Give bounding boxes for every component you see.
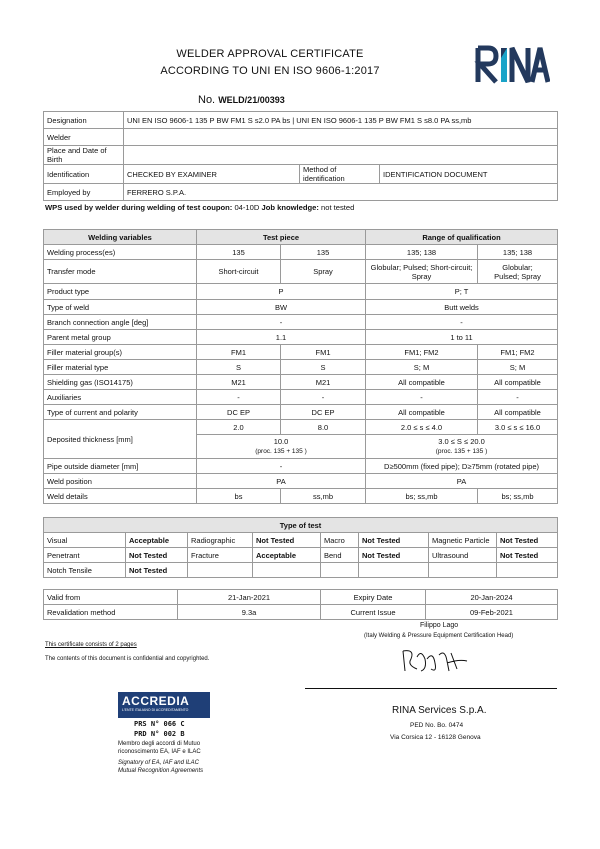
test-value: - xyxy=(281,390,366,405)
place-date-value xyxy=(124,146,558,165)
header-range: Range of qualification xyxy=(366,230,558,245)
designation-value: UNI EN ISO 9606-1 135 P BW FM1 S s2.0 PA bs | UNI EN ISO 9606-1 135 P BW FM1 S s8.0 PA ss,mb xyxy=(124,112,558,129)
range-value: PA xyxy=(366,474,558,489)
signer-name: Filippo Lago xyxy=(420,622,459,629)
test-name: Bend xyxy=(321,548,359,563)
range-value: - xyxy=(366,390,478,405)
expiry-value: 20-Jan-2024 xyxy=(426,590,558,605)
test-value: PA xyxy=(197,474,366,489)
range-value: 135; 138 xyxy=(478,245,558,260)
place-date-label: Place and Date of Birth xyxy=(44,146,124,165)
signatory-line1: Signatory of EA, IAF and ILAC xyxy=(118,760,199,766)
revalidation-label: Revalidation method xyxy=(44,605,178,620)
range-value: FM1; FM2 xyxy=(366,345,478,360)
test-value: - xyxy=(197,459,366,474)
test-value: M21 xyxy=(281,375,366,390)
range-value: S; M xyxy=(366,360,478,375)
test-name: Penetrant xyxy=(44,548,126,563)
range-value: S; M xyxy=(478,360,558,375)
certificate-subtitle: ACCORDING TO UNI EN ISO 9606-1:2017 xyxy=(160,65,380,77)
var-label: Type of weld xyxy=(44,300,197,315)
prs-number: PRS N° 066 C xyxy=(134,720,185,728)
test-name: Macro xyxy=(321,533,359,548)
var-label: Auxiliaries xyxy=(44,390,197,405)
test-value: S xyxy=(281,360,366,375)
test-value: 8.0 xyxy=(281,420,366,435)
test-value: 1.1 xyxy=(197,330,366,345)
type-of-test-table xyxy=(43,517,558,578)
range-value: 1 to 11 xyxy=(366,330,558,345)
range-value: All compatible xyxy=(478,375,558,390)
certificate-title: WELDER APPROVAL CERTIFICATE xyxy=(176,48,364,60)
test-result: Not Tested xyxy=(359,533,429,548)
type-of-test-header: Type of test xyxy=(44,518,558,533)
test-value: Spray xyxy=(281,260,366,284)
rina-logo xyxy=(470,40,550,90)
var-label: Deposited thickness [mm] xyxy=(44,420,197,459)
header-test-piece: Test piece xyxy=(197,230,366,245)
method-value: IDENTIFICATION DOCUMENT xyxy=(380,165,558,184)
test-result: Not Tested xyxy=(126,563,188,578)
var-label: Transfer mode xyxy=(44,260,197,284)
footer-divider xyxy=(305,688,557,689)
test-result: Acceptable xyxy=(253,548,321,563)
employed-label: Employed by xyxy=(44,184,124,201)
var-label: Parent metal group xyxy=(44,330,197,345)
confidentiality-note: The contents of this document is confidential and copyrighted. xyxy=(45,656,210,662)
range-value: - xyxy=(478,390,558,405)
test-result: Not Tested xyxy=(359,548,429,563)
issue-label: Current Issue xyxy=(321,605,426,620)
var-label: Product type xyxy=(44,284,197,300)
valid-from-label: Valid from xyxy=(44,590,178,605)
test-value: Short-circuit xyxy=(197,260,281,284)
test-result: Not Tested xyxy=(497,533,558,548)
test-value: FM1 xyxy=(197,345,281,360)
ped-number: PED No. Bo. 0474 xyxy=(410,722,464,729)
range-value: All compatible xyxy=(366,375,478,390)
company-address: Via Corsica 12 - 16128 Genova xyxy=(390,734,481,741)
var-label: Weld position xyxy=(44,474,197,489)
test-result: Not Tested xyxy=(497,548,558,563)
method-label: Method of identification xyxy=(300,165,380,184)
range-value: 2.0 ≤ s ≤ 4.0 xyxy=(366,420,478,435)
test-name: Visual xyxy=(44,533,126,548)
test-result: Acceptable xyxy=(126,533,188,548)
var-label: Weld details xyxy=(44,489,197,504)
test-value: - xyxy=(197,315,366,330)
test-value: DC EP xyxy=(197,405,281,420)
test-name: Fracture xyxy=(188,548,253,563)
range-value: All compatible xyxy=(366,405,478,420)
test-value: 135 xyxy=(197,245,281,260)
range-value: P; T xyxy=(366,284,558,300)
issue-value: 09-Feb-2021 xyxy=(426,605,558,620)
var-label: Welding process(es) xyxy=(44,245,197,260)
test-result: Not Tested xyxy=(253,533,321,548)
certificate-number: No. WELD/21/00393 xyxy=(198,94,285,106)
identification-label: Identification xyxy=(44,165,124,184)
test-name: Notch Tensile xyxy=(44,563,126,578)
range-value: Globular; Pulsed; Spray xyxy=(478,260,558,284)
welder-value xyxy=(124,129,558,146)
welding-variables-table xyxy=(43,229,558,504)
range-value: Globular; Pulsed; Short-circuit; Spray xyxy=(366,260,478,284)
test-value: 135 xyxy=(281,245,366,260)
test-value: bs xyxy=(197,489,281,504)
expiry-label: Expiry Date xyxy=(321,590,426,605)
test-value: 2.0 xyxy=(197,420,281,435)
test-value: S xyxy=(197,360,281,375)
range-value: Butt welds xyxy=(366,300,558,315)
range-value: bs; ss,mb xyxy=(478,489,558,504)
pages-note: This certificate consists of 2 pages xyxy=(45,642,137,648)
var-label: Filler material type xyxy=(44,360,197,375)
header-welding-variables: Welding variables xyxy=(44,230,197,245)
membership-line1: Membro degli accordi di Mutuo xyxy=(118,741,201,747)
test-value: P xyxy=(197,284,366,300)
validity-table xyxy=(43,589,558,620)
test-value: BW xyxy=(197,300,366,315)
test-result: Not Tested xyxy=(126,548,188,563)
identification-value: CHECKED BY EXAMINER xyxy=(124,165,300,184)
range-total-thickness: 3.0 ≤ S ≤ 20.0 (proc. 135 + 135 ) xyxy=(366,435,558,459)
prd-number: PRD N° 002 B xyxy=(134,730,185,738)
test-name: Radiographic xyxy=(188,533,253,548)
range-value: bs; ss,mb xyxy=(366,489,478,504)
range-value: 3.0 ≤ s ≤ 16.0 xyxy=(478,420,558,435)
signatory-line2: Mutual Recognition Agreements xyxy=(118,768,204,774)
valid-from-value: 21-Jan-2021 xyxy=(178,590,321,605)
test-value: DC EP xyxy=(281,405,366,420)
test-value: FM1 xyxy=(281,345,366,360)
accredia-logo: ACCREDIA L'ENTE ITALIANO DI ACCREDITAMENTO xyxy=(118,692,210,718)
var-label: Type of current and polarity xyxy=(44,405,197,420)
var-label: Filler material group(s) xyxy=(44,345,197,360)
company-name: RINA Services S.p.A. xyxy=(392,705,487,716)
test-value: M21 xyxy=(197,375,281,390)
range-value: - xyxy=(366,315,558,330)
employed-value: FERRERO S.P.A. xyxy=(124,184,558,201)
wps-line: WPS used by welder during welding of test coupon: 04-10D Job knowledge: not tested xyxy=(45,203,355,212)
var-label: Branch connection angle [deg] xyxy=(44,315,197,330)
range-value: FM1; FM2 xyxy=(478,345,558,360)
test-value: - xyxy=(197,390,281,405)
var-label: Pipe outside diameter [mm] xyxy=(44,459,197,474)
test-value: ss,mb xyxy=(281,489,366,504)
revalidation-value: 9.3a xyxy=(178,605,321,620)
test-total-thickness: 10.0 (proc. 135 + 135 ) xyxy=(197,435,366,459)
test-name: Magnetic Particle xyxy=(429,533,497,548)
identification-table xyxy=(43,111,558,201)
test-name: Ultrasound xyxy=(429,548,497,563)
var-label: Shielding gas (ISO14175) xyxy=(44,375,197,390)
signer-organization: (Italy Welding & Pressure Equipment Certification Head) xyxy=(364,633,514,639)
designation-label: Designation xyxy=(44,112,124,129)
range-value: D≥500mm (fixed pipe); D≥75mm (rotated pipe) xyxy=(366,459,558,474)
welder-label: Welder xyxy=(44,129,124,146)
membership-line2: riconoscimento EA, IAF e ILAC xyxy=(118,749,201,755)
range-value: All compatible xyxy=(478,405,558,420)
signature-image xyxy=(395,645,475,677)
range-value: 135; 138 xyxy=(366,245,478,260)
